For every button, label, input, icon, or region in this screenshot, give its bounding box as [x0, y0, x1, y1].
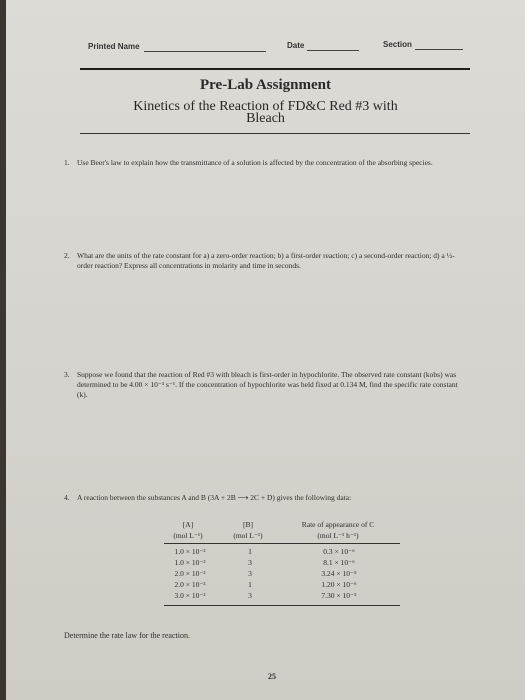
question-4 — [64, 493, 484, 503]
section-line — [415, 49, 463, 50]
table-cell: 1.20 × 10⁻⁶ — [321, 580, 357, 589]
question-3 — [64, 370, 470, 400]
rate-law-prompt: Determine the rate law for the reaction. — [64, 631, 190, 640]
table-cell: 2.0 × 10⁻² — [174, 580, 206, 589]
printed-name-label: Printed Name — [88, 42, 140, 51]
question-3-text: Suppose we found that the reaction of Red #3 with bleach is first-order in hypochlorite. The observed rate constant (kobs) was determined to be 4.00 × 10⁻³ s⁻¹. If the concentration of hypochlorite was held fixed at 0.134 M, find the specific rate constant (k). — [77, 370, 458, 399]
data-table — [164, 519, 400, 627]
table-cell: 0.3 × 10⁻⁶ — [323, 547, 355, 556]
section-label: Section — [383, 40, 412, 49]
question-3-number: 3. — [64, 370, 70, 379]
table-cell: 3 — [248, 569, 252, 578]
table-header-rate: Rate of appearance of C (mol L⁻¹ h⁻¹) — [301, 520, 375, 540]
page-subtitle-line2: Bleach — [246, 111, 285, 126]
table-cell: 3 — [248, 558, 252, 567]
question-2 — [64, 251, 464, 271]
table-cell: 1 — [248, 547, 252, 556]
table-cell: 3.0 × 10⁻² — [174, 591, 206, 600]
question-4-text: A reaction between the substances A and B (3A + 2B ⟶ 2C + D) gives the following data: — [77, 493, 352, 502]
question-1 — [64, 158, 464, 168]
worksheet-page — [6, 0, 525, 700]
table-header-rule — [164, 543, 400, 544]
page-number: 25 — [268, 672, 276, 681]
question-1-number: 1. — [64, 158, 70, 167]
table-cell: 1.0 × 10⁻² — [174, 558, 206, 567]
title-top-rule — [80, 68, 470, 70]
table-cell: 2.0 × 10⁻² — [174, 569, 206, 578]
date-label: Date — [287, 41, 305, 50]
page-subtitle-line1: Kinetics of the Reaction of FD&C Red #3 with — [133, 99, 398, 114]
printed-name-line — [144, 51, 266, 52]
table-column-rate — [294, 546, 384, 601]
question-1-text: Use Beer's law to explain how the transmittance of a solution is affected by the concentration of the absorbing species. — [77, 158, 433, 167]
table-bottom-rule — [164, 605, 400, 606]
table-cell: 8.1 × 10⁻⁶ — [323, 558, 355, 567]
question-2-number: 2. — [64, 251, 70, 260]
table-cell: 3.24 × 10⁻⁵ — [321, 569, 357, 578]
table-column-a — [164, 546, 216, 601]
table-header-a: [A] (mol L⁻¹) — [173, 520, 203, 540]
question-2-text: What are the units of the rate constant for a) a zero-order reaction; b) a first-order reaction; c) a second-order reaction; d) a ½-order reaction? Express all concentrations in molarity and time in seconds. — [77, 251, 455, 270]
date-line — [307, 50, 359, 51]
question-4-number: 4. — [64, 493, 70, 502]
table-cell: 1 — [248, 580, 252, 589]
table-header-b: [B] (mol L⁻¹) — [233, 520, 263, 540]
table-column-b — [228, 546, 272, 601]
table-cell: 3 — [248, 591, 252, 600]
title-bottom-rule — [80, 133, 470, 134]
table-cell: 7.30 × 10⁻⁵ — [321, 591, 357, 600]
table-cell: 1.0 × 10⁻² — [174, 547, 206, 556]
page-title: Pre-Lab Assignment — [200, 77, 331, 93]
